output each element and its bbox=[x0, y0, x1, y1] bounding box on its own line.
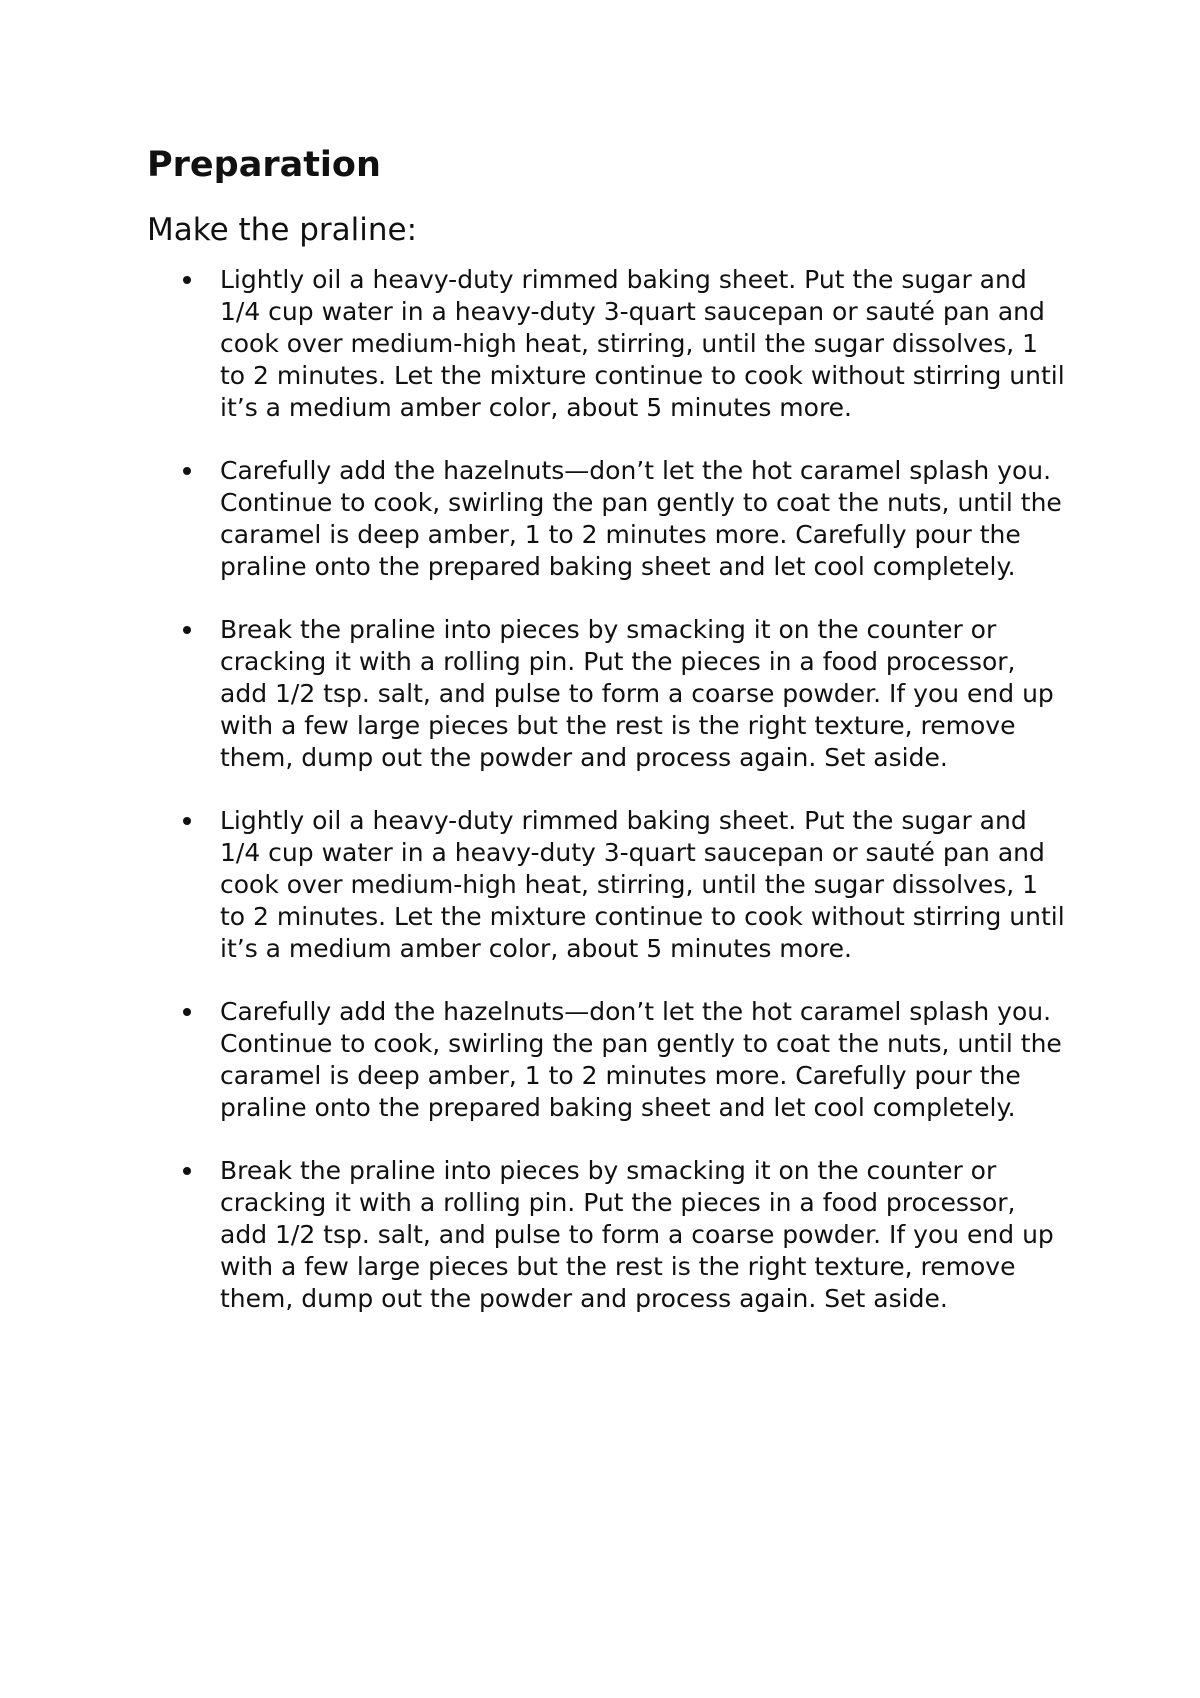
step-text: Lightly oil a heavy-duty rimmed baking sheet. Put the sugar and 1/4 cup water in a heavy-duty 3-quart saucepan or sauté pan and cook over medium-high heat, stirring, until the sugar dissolves, 1 to 2 minutes. Let the mixture continue to cook without stirring until it’s a medium amber color, about 5 minutes more. bbox=[220, 806, 1065, 963]
bullet-icon bbox=[183, 626, 191, 634]
bullet-icon bbox=[183, 1167, 191, 1175]
subsection-heading: Make the praline: bbox=[147, 212, 418, 248]
list-item bbox=[147, 996, 1070, 1124]
bullet-icon bbox=[183, 817, 191, 825]
list-item bbox=[147, 614, 1070, 774]
list-item bbox=[147, 1155, 1070, 1315]
step-text: Carefully add the hazelnuts—don’t let the hot caramel splash you. Continue to cook, swirling the pan gently to coat the nuts, until the caramel is deep amber, 1 to 2 minutes more. Carefully pour the praline onto the prepared baking sheet and let cool completely. bbox=[220, 997, 1062, 1122]
bullet-icon bbox=[183, 276, 191, 284]
list-item bbox=[147, 455, 1070, 583]
step-list bbox=[147, 264, 1077, 1315]
step-text: Break the praline into pieces by smacking it on the counter or cracking it with a rolling pin. Put the pieces in a food processor, add 1/2 tsp. salt, and pulse to form a coarse powder. If you end up with a few large pieces but the rest is the right texture, remove them, dump out the powder and process again. Set aside. bbox=[220, 1156, 1054, 1313]
list-item bbox=[147, 264, 1070, 424]
step-text: Carefully add the hazelnuts—don’t let the hot caramel splash you. Continue to cook, swirling the pan gently to coat the nuts, until the caramel is deep amber, 1 to 2 minutes more. Carefully pour the praline onto the prepared baking sheet and let cool completely. bbox=[220, 456, 1062, 581]
bullet-icon bbox=[183, 1008, 191, 1016]
bullet-icon bbox=[183, 467, 191, 475]
document-page bbox=[147, 140, 1077, 1315]
list-item bbox=[147, 805, 1070, 965]
step-text: Lightly oil a heavy-duty rimmed baking sheet. Put the sugar and 1/4 cup water in a heavy-duty 3-quart saucepan or sauté pan and cook over medium-high heat, stirring, until the sugar dissolves, 1 to 2 minutes. Let the mixture continue to cook without stirring until it’s a medium amber color, about 5 minutes more. bbox=[220, 265, 1065, 422]
step-text: Break the praline into pieces by smacking it on the counter or cracking it with a rolling pin. Put the pieces in a food processor, add 1/2 tsp. salt, and pulse to form a coarse powder. If you end up with a few large pieces but the rest is the right texture, remove them, dump out the powder and process again. Set aside. bbox=[220, 615, 1054, 772]
section-heading: Preparation bbox=[147, 145, 381, 185]
